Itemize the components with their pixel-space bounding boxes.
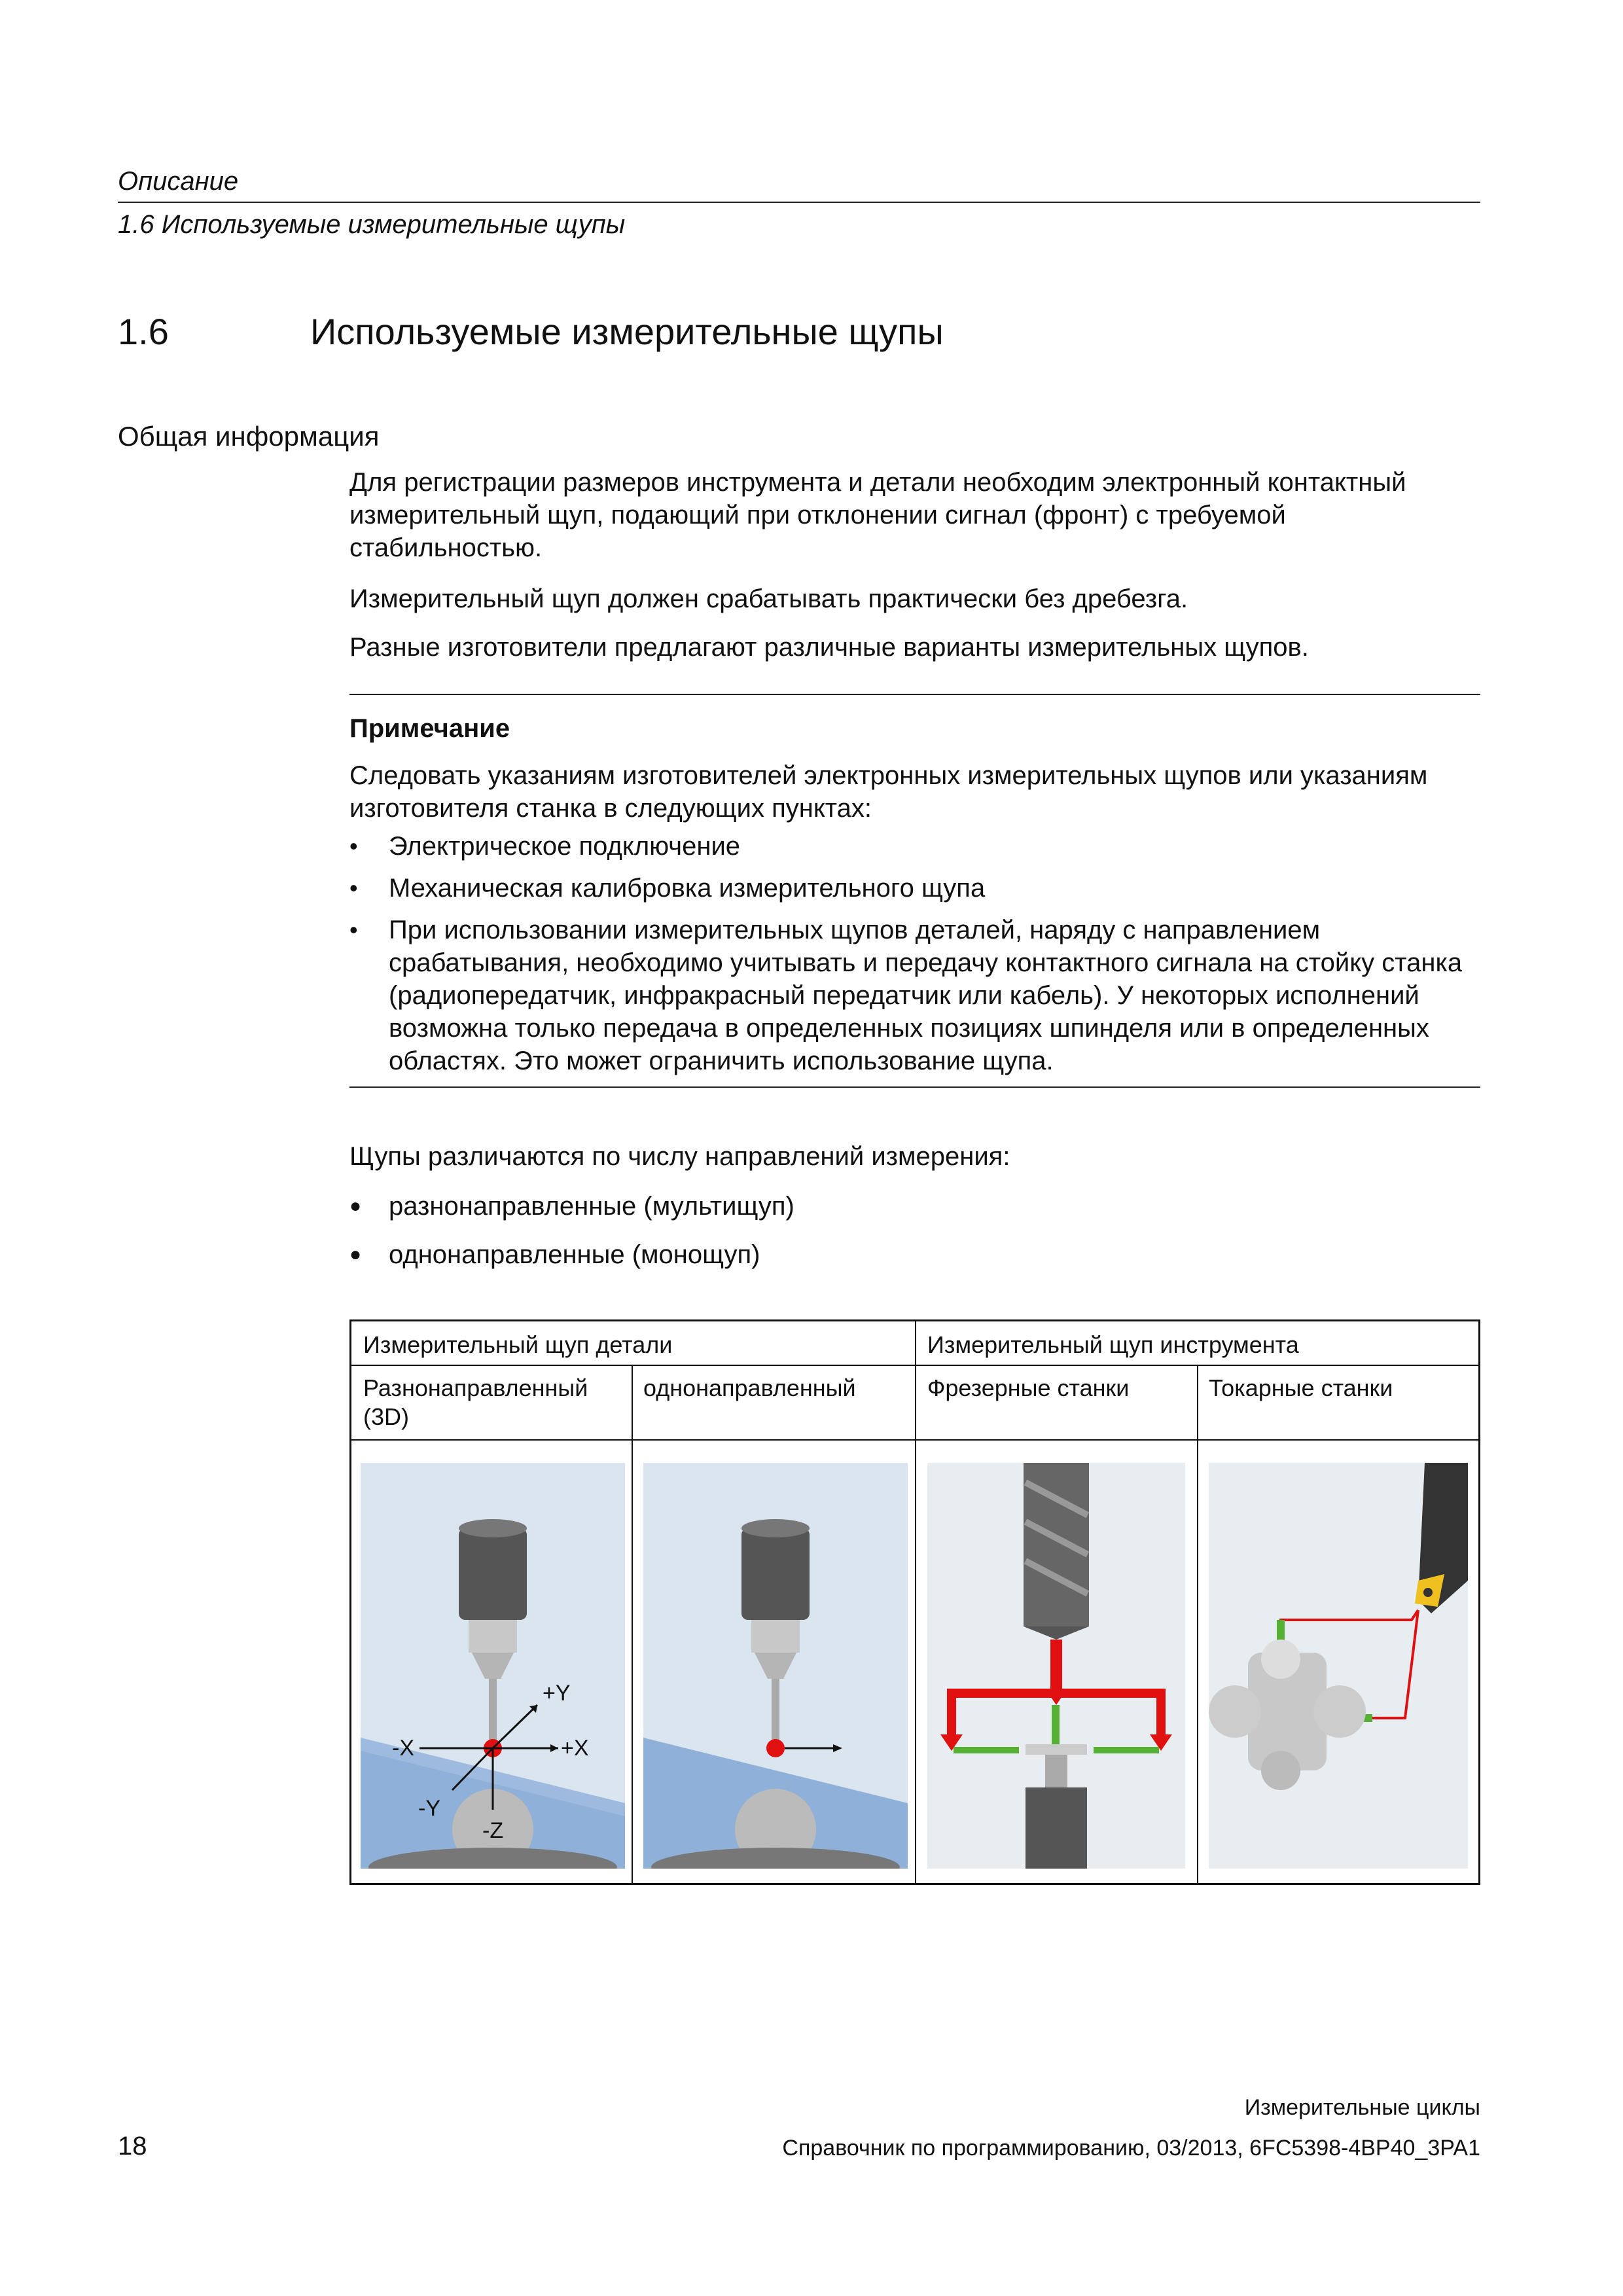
group-workpiece-probe: Измерительный щуп детали <box>363 1331 673 1358</box>
table-divider <box>632 1365 633 1883</box>
section-title: Используемые измерительные щупы <box>310 311 944 352</box>
directions-text: Щупы различаются по числу направлений измерения: <box>349 1142 1010 1171</box>
running-header-section: 1.6 Используемые измерительные щупы <box>118 210 626 239</box>
col-monodirectional: однонаправленный <box>643 1374 856 1401</box>
axis-label-minus-z: -Z <box>482 1818 504 1843</box>
note-item: • Механическая калибровка измерительного щупа <box>349 872 1480 905</box>
note-item: • При использовании измерительных щупов деталей, наряду с направлением срабатывания, необходимо учитывать и передачу контактного сигнала на стойку станка (радиопередатчик, инфракрасный передатчик или кабель). У некоторых исполнений возможна только передача в определенных позициях шпинделя или в определенных областях. Это может ограничить использование щупа. <box>349 914 1480 1077</box>
note-item: • Электрическое подключение <box>349 830 1480 863</box>
note-title: Примечание <box>349 714 510 743</box>
footer-title: Измерительные циклы <box>1244 2095 1480 2120</box>
directions-list <box>349 1190 1480 1280</box>
axis-label-minus-x: -X <box>392 1736 414 1761</box>
table-divider <box>915 1321 916 1883</box>
note-bottom-rule <box>349 1086 1480 1088</box>
turning-tool-probe-image <box>1209 1463 1468 1869</box>
header-rule <box>118 202 1480 203</box>
running-header-chapter: Описание <box>118 167 239 196</box>
col-milling: Фрезерные станки <box>927 1374 1130 1401</box>
intro-paragraph-3: Разные изготовители предлагают различные варианты измерительных щупов. <box>349 633 1309 662</box>
col-turning: Токарные станки <box>1209 1374 1393 1401</box>
milling-tool-probe-image <box>927 1463 1185 1869</box>
direction-item: ● разнонаправленные (мультищуп) <box>349 1190 1480 1223</box>
axis-label-plus-x: +X <box>561 1736 589 1761</box>
axis-label-minus-y: -Y <box>418 1796 440 1821</box>
footer-reference: Справочник по программированию, 03/2013, 6FC5398-4BP40_3PA1 <box>782 2136 1480 2161</box>
direction-item: ● однонаправленные (монощуп) <box>349 1238 1480 1271</box>
table-divider <box>1197 1365 1198 1883</box>
col-multidirectional: Разнонаправленный (3D) <box>363 1374 588 1430</box>
note-list <box>349 830 1480 1086</box>
multidirectional-probe-image <box>361 1463 625 1869</box>
group-tool-probe: Измерительный щуп инструмента <box>927 1331 1299 1358</box>
monodirectional-probe-image <box>643 1463 908 1869</box>
section-number: 1.6 <box>118 311 169 352</box>
note-top-rule <box>349 694 1480 695</box>
intro-paragraph-1: Для регистрации размеров инструмента и детали необходим электронный контактный измерительный щуп, подающий при отклонении сигнал (фронт) с требуемой стабильностью. <box>349 468 1406 562</box>
note-text: Следовать указаниям изготовителей электронных измерительных щупов или указаниям изготовителя станка в следующих пунктах: <box>349 761 1428 823</box>
probe-types-table <box>349 1319 1480 1885</box>
axis-label-plus-y: +Y <box>543 1681 571 1706</box>
page-number: 18 <box>118 2132 147 2161</box>
subsection-title: Общая информация <box>118 421 380 452</box>
intro-paragraph-2: Измерительный щуп должен срабатывать практически без дребезга. <box>349 584 1188 613</box>
